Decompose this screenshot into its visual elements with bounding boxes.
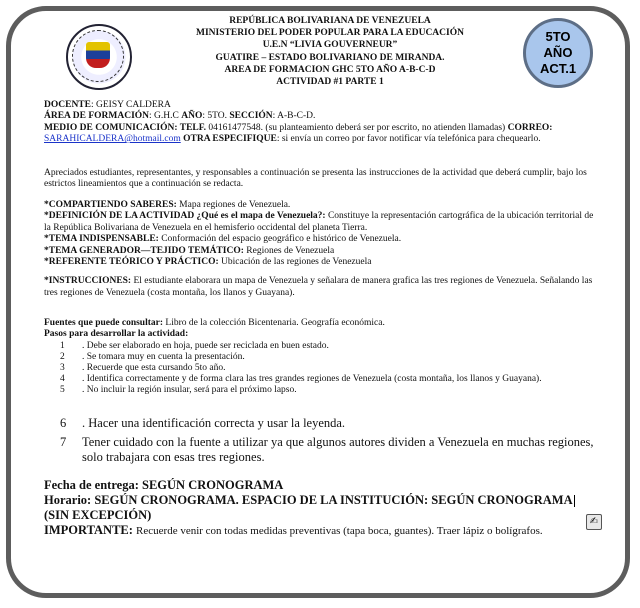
- list-item: [60, 363, 592, 374]
- area-value: : G.H.C: [149, 111, 179, 122]
- importante-value: Recuerde venir con todas medidas preventivas (tapa boca, guantes). Traer lápiz o bolígrafos.: [136, 525, 543, 537]
- definicion-value: Constituye la representación cartográfica de la ubicación territorial de la República Bolivariana de Venezuela en el hemisferio occidental del planeta Tierra.: [44, 211, 594, 233]
- footer-block: [44, 478, 600, 539]
- header-line-6: ACTIVIDAD #1 PARTE 1: [276, 77, 384, 88]
- step-number: 5: [60, 385, 65, 395]
- medio-line: [44, 123, 596, 146]
- referente-line: [44, 257, 596, 268]
- step-text: . No incluir la región insular, será para el próximo lapso.: [82, 385, 297, 395]
- fuentes-line: [44, 318, 596, 329]
- school-seal-icon: [66, 24, 132, 90]
- document-header: [150, 15, 510, 88]
- otra-value: : si envía un correo por favor notificar vía telefónica para chequearlo.: [276, 134, 541, 145]
- tema-label: *TEMA INDISPENSABLE:: [44, 234, 159, 245]
- referente-value: Ubicación de las regiones de Venezuela: [221, 257, 372, 268]
- fuentes-value: Libro de la colección Bicentenaria. Geografía económica.: [165, 318, 385, 328]
- generador-label: *TEMA GENERADOR—TEJIDO TEMÁTICO:: [44, 245, 244, 256]
- text-cursor: [574, 495, 575, 507]
- telefono: 04161477548: [208, 122, 261, 133]
- header-line-5: AREA DE FORMACION GHC 5TO AÑO A-B-C-D: [224, 64, 436, 75]
- seal-shield: [86, 42, 110, 68]
- step-number: 7: [60, 435, 67, 449]
- list-item: [60, 352, 592, 363]
- horario-line: [44, 493, 600, 508]
- sin-excepcion: (SIN EXCEPCIÓN): [44, 508, 152, 522]
- area-label: ÁREA DE FORMACIÓN: [44, 111, 150, 122]
- ano-value: : 5TO.: [202, 111, 227, 122]
- compartiendo-line: [44, 200, 596, 211]
- list-item: [60, 416, 600, 431]
- step-number: 1: [60, 341, 65, 351]
- teacher-info: [44, 100, 596, 146]
- medio-note: . (su planteamiento deberá ser por escrito, no atienden llamadas): [260, 122, 506, 133]
- fuentes-block: [44, 318, 596, 341]
- step-number: 4: [60, 374, 65, 384]
- definicion-line: [44, 211, 596, 234]
- header-line-1: REPÚBLICA BOLIVARIANA DE VENEZUELA: [229, 16, 431, 26]
- clipboard-icon[interactable]: ✍: [586, 514, 602, 530]
- fuentes-label: Fuentes que puede consultar:: [44, 318, 164, 328]
- correo-label: CORREO:: [507, 122, 553, 133]
- tema-value: Conformación del espacio geográfico e histórico de Venezuela.: [161, 234, 402, 245]
- generador-line: [44, 246, 596, 257]
- docente-label: DOCENTE: [44, 100, 91, 110]
- generador-value: Regiones de Venezuela: [246, 245, 335, 256]
- medio-label: MEDIO DE COMUNICACIÓN: TELF.: [44, 122, 207, 133]
- otra-label: OTRA ESPECIFIQUE: [183, 134, 277, 145]
- email-link[interactable]: SARAHICALDERA@hotmail.com: [44, 134, 181, 145]
- grade-badge: [523, 18, 593, 88]
- step-number: 2: [60, 352, 65, 362]
- seccion-label: SECCIÓN: [229, 111, 273, 122]
- step-text: . Identifica correctamente y de forma clara las tres grandes regiones de Venezuela (costa montaña, los llanos y Guayana).: [82, 374, 542, 384]
- step-number: 3: [60, 363, 65, 373]
- list-item: [60, 435, 600, 465]
- list-item: [60, 341, 592, 352]
- ano-label: AÑO: [181, 111, 203, 122]
- entrega-label: Fecha de entrega:: [44, 478, 139, 492]
- step-text: Tener cuidado con la fuente a utilizar ya que algunos autores dividen a Venezuela en muchas regiones, solo trabajara con esas tres regiones.: [82, 435, 594, 464]
- step-text: . Recuerde que esta cursando 5to año.: [82, 363, 226, 373]
- entrega-line: [44, 478, 600, 493]
- steps-list: [60, 341, 592, 396]
- horario-label: Horario:: [44, 493, 92, 507]
- docente-value: : GEISY CALDERA: [90, 100, 171, 110]
- instrucciones-line: [44, 276, 596, 299]
- step-number: 6: [60, 416, 67, 430]
- step-text: . Se tomara muy en cuenta la presentación.: [82, 352, 245, 362]
- header-line-2: MINISTERIO DEL PODER POPULAR PARA LA EDUCACIÓN: [196, 28, 464, 39]
- entrega-value: SEGÚN CRONOGRAMA: [142, 478, 284, 492]
- list-item: [60, 385, 592, 396]
- definicion-label: *DEFINICIÓN DE LA ACTIVIDAD ¿Qué es el mapa de Venezuela?:: [44, 211, 326, 222]
- activity-sections: [44, 200, 596, 299]
- area-line: [44, 111, 596, 122]
- seccion-value: : A-B-C-D.: [272, 111, 316, 122]
- instrucciones-value: El estudiante elaborara un mapa de Venezuela y señalara de manera grafica las tres regiones de Venezuela. Señalando las tres regiones de Venezuela (costa montaña, los llanos y Guayana).: [44, 276, 593, 298]
- tema-line: [44, 234, 596, 245]
- badge-line-2: AÑO: [543, 45, 573, 60]
- badge-line-3: ACT.1: [539, 61, 577, 76]
- step-text: . Debe ser elaborado en hoja, puede ser reciclada en buen estado.: [82, 341, 329, 351]
- compartiendo-label: *COMPARTIENDO SABERES:: [44, 200, 177, 210]
- header-line-3: U.E.N “LIVIA GOUVERNEUR”: [262, 40, 398, 51]
- header-line-4: GUATIRE – ESTADO BOLIVARIANO DE MIRANDA.: [215, 52, 445, 63]
- list-item: [60, 374, 592, 385]
- steps-list-large: [60, 416, 600, 465]
- horario-value: SEGÚN CRONOGRAMA. ESPACIO DE LA INSTITUCIÓN: SEGÚN CRONOGRAMA: [94, 493, 573, 507]
- compartiendo-value: Mapa regiones de Venezuela.: [179, 200, 291, 210]
- intro-paragraph: Apreciados estudiantes, representantes, y responsables a continuación se presenta las instrucciones de la actividad que deberá cumplir, bajo los estrictos lineamientos que a continuación se redacta.: [44, 168, 587, 190]
- importante-label: IMPORTANTE:: [44, 523, 133, 537]
- badge-line-1: 5TO: [545, 29, 571, 44]
- importante-line: [44, 523, 600, 539]
- step-text: . Hacer una identificación correcta y usar la leyenda.: [82, 416, 346, 430]
- referente-label: *REFERENTE TEÓRICO Y PRÁCTICO:: [44, 257, 219, 268]
- instrucciones-label: *INSTRUCCIONES:: [44, 276, 132, 287]
- docente-line: [44, 100, 596, 111]
- pasos-label: Pasos para desarrollar la actividad:: [44, 329, 189, 340]
